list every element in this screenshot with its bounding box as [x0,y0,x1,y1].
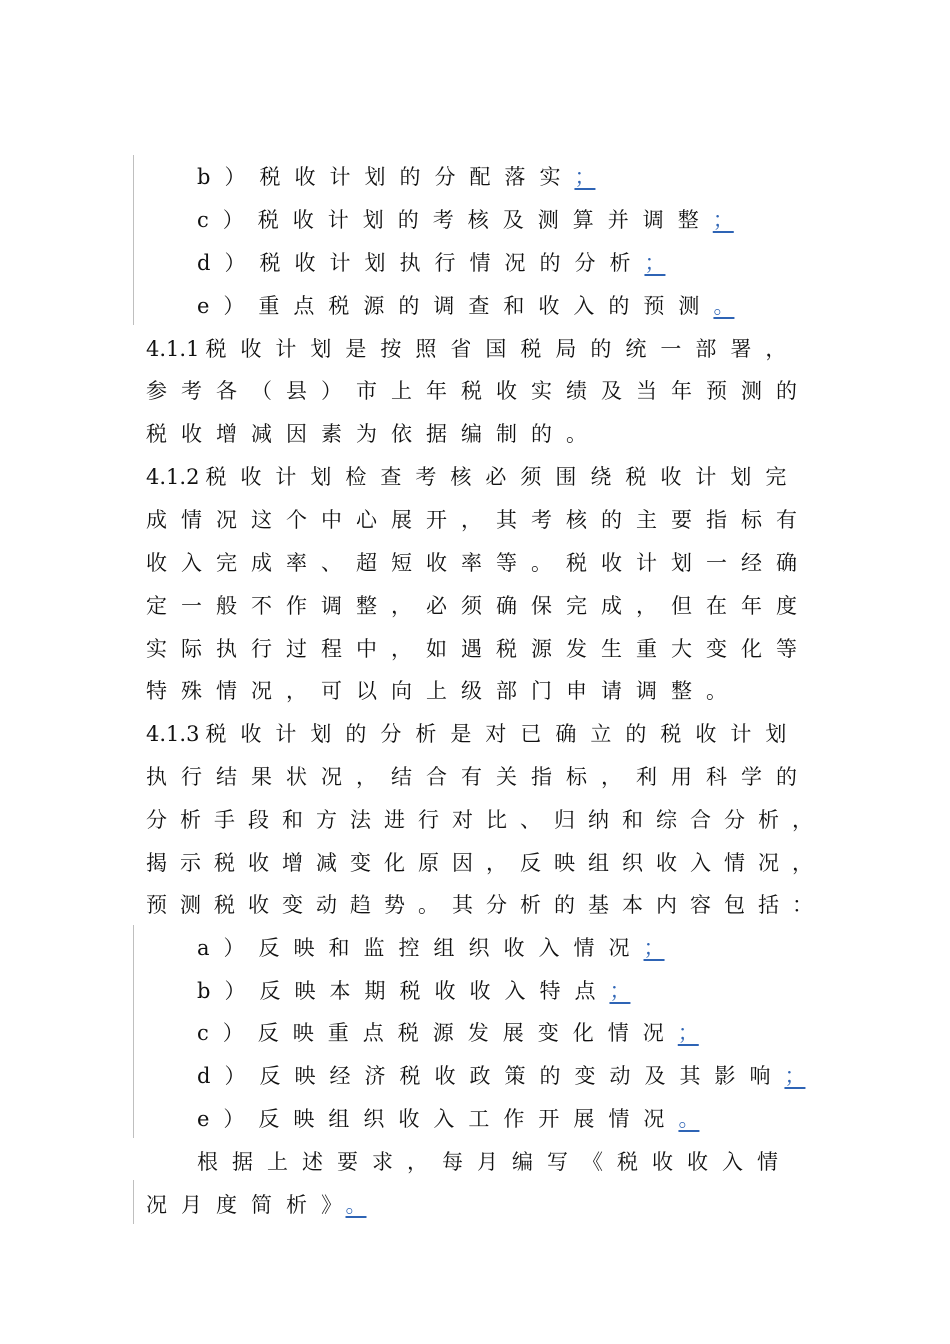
list-item-label: c）税收计划的考核及测算并调整 [197,208,713,232]
list-item-label: e）重点税源的调查和收入的预测 [197,294,714,318]
section-number: 4.1.2 [146,465,200,489]
paragraph-line: 成情况这个中心展开，其考核的主要指标有 [146,508,811,532]
revision-mark[interactable]: ； [677,1021,699,1045]
list-item-label: a）反映和监控组织收入情况 [197,936,644,960]
list-item [197,1101,721,1137]
list-item [197,245,687,281]
closing-paragraph-line: 根据上述要求，每月编写《税收收入情 [197,1150,792,1174]
list-item-label: b）反映本期税收收入特点 [197,979,610,1003]
list-item [197,1058,827,1094]
paragraph-line: 特殊情况，可以向上级部门申请调整。 [146,679,741,703]
section-number: 4.1.3 [146,722,200,746]
list-item-label: b）税收计划的分配落实 [197,165,575,189]
revision-mark[interactable]: ； [574,165,596,189]
paragraph-line: 执行结果状况，结合有关指标，利用科学的 [146,765,811,789]
list-item-label: c）反映重点税源发展变化情况 [197,1021,678,1045]
paragraph-line: 预测税收变动趋势。其分析的基本内容包括： [146,893,826,917]
revision-mark[interactable]: ； [712,208,734,232]
list-item-label: d）税收计划执行情况的分析 [197,251,645,275]
paragraph-line: 税收计划是按照省国税局的统一部署， [205,337,801,361]
section-4-1-3 [146,716,800,752]
paragraph-line: 税收计划的分析是对已确立的税收计划 [205,722,801,746]
closing-text: 况月度简析》 [146,1193,346,1217]
paragraph-line: 参考各（县）市上年税收实绩及当年预测的 [146,379,811,403]
list-item [197,159,617,195]
closing-paragraph-line [146,1187,389,1223]
list-item [197,1015,721,1051]
list-item [197,973,652,1009]
list-item [197,202,756,238]
section-4-1-1 [146,331,800,367]
revision-mark[interactable]: ； [643,936,665,960]
revision-mark[interactable]: 。 [713,294,735,318]
revision-mark[interactable]: 。 [678,1107,700,1131]
paragraph-line: 税收计划检查考核必须围绕税收计划完 [205,465,801,489]
list-item-label: d）反映经济税收政策的变动及其影响 [197,1064,785,1088]
change-bar [133,925,134,1138]
change-bar [133,155,134,325]
revision-mark[interactable]: ； [644,251,666,275]
paragraph-line: 揭示税收增减变化原因，反映组织收入情况， [146,851,826,875]
section-number: 4.1.1 [146,337,200,361]
paragraph-line: 定一般不作调整，必须确保完成，但在年度 [146,594,811,618]
paragraph-line: 分析手段和方法进行对比、归纳和综合分析， [146,808,826,832]
list-item [197,288,756,324]
revision-mark[interactable]: ； [609,979,631,1003]
section-4-1-2 [146,459,800,495]
paragraph-line: 实际执行过程中，如遇税源发生重大变化等 [146,637,811,661]
revision-mark[interactable]: 。 [345,1193,367,1217]
list-item-label: e）反映组织收入工作开展情况 [197,1107,679,1131]
paragraph-line: 税收增减因素为依据编制的。 [146,422,601,446]
revision-mark[interactable]: ； [784,1064,806,1088]
change-bar [133,1180,134,1224]
list-item [197,930,687,966]
paragraph-line: 收入完成率、超短收率等。税收计划一经确 [146,551,811,575]
